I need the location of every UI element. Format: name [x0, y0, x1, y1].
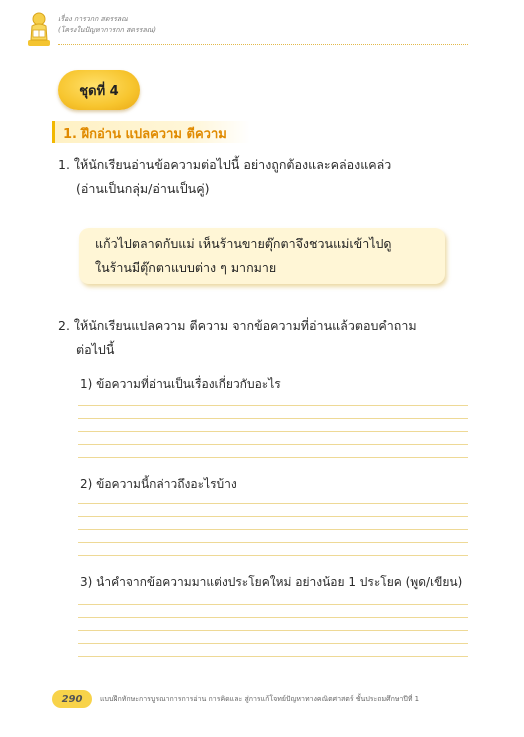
passage-line-2: ในร้านมีตุ๊กตาแบบต่าง ๆ มากมาย — [95, 260, 277, 275]
question-2-line-2: ต่อไปนี้ — [76, 342, 115, 357]
question-1 — [58, 153, 478, 201]
answer-line[interactable] — [78, 516, 468, 517]
sub-question-2: 2) ข้อความนี้กล่าวถึงอะไรบ้าง — [80, 477, 237, 491]
answer-line[interactable] — [78, 405, 468, 406]
section-heading — [52, 121, 250, 143]
sub-question-1: 1) ข้อความที่อ่านเป็นเรื่องเกี่ยวกับอะไร — [80, 377, 281, 391]
answer-line[interactable] — [78, 630, 468, 631]
sub-question-3: 3) นำคำจากข้อความมาแต่งประโยคใหม่ อย่างน้อย 1 ประโยค (พูด/เขียน) — [80, 575, 463, 589]
passage-line-1: แก้วไปตลาดกับแม่ เห็นร้านขายตุ๊กตาจึงชวนแม่เข้าไปดู — [95, 236, 392, 251]
set-badge — [58, 70, 140, 110]
set-label: ชุดที่ 4 — [79, 83, 119, 99]
answer-line[interactable] — [78, 457, 468, 458]
footer-text: แบบฝึกทักษะการบูรณาการการอ่าน การคิดและ สู่การแก้โจทย์ปัญหาทางคณิตศาสตร์ ชั้นประถมศึกษาปีที่ 1 — [100, 695, 420, 703]
reading-child-logo-icon — [26, 10, 52, 48]
page-number: 290 — [61, 693, 83, 705]
header-subtitle: (โครงในปัญหาการกก สตรรลณ) — [58, 26, 156, 34]
question-1-line-2: (อ่านเป็นกลุ่ม/อ่านเป็นคู่) — [76, 181, 210, 196]
section-title: 1. ฝึกอ่าน แปลความ ตีความ — [63, 127, 227, 142]
question-1-line-1: 1. ให้นักเรียนอ่านข้อความต่อไปนี้ อย่างถูกต้องและคล่องแคล่ว — [58, 157, 392, 172]
header-title: เรื่อง การวกก สตรรลณ — [58, 15, 128, 23]
page-number-badge — [52, 690, 92, 708]
answer-line[interactable] — [78, 503, 468, 504]
question-2-line-1: 2. ให้นักเรียนแปลความ ตีความ จากข้อความที่อ่านแล้วตอบคำถาม — [58, 318, 417, 333]
passage-box — [79, 228, 445, 284]
answer-line[interactable] — [78, 656, 468, 657]
answer-line[interactable] — [78, 444, 468, 445]
answer-line[interactable] — [78, 555, 468, 556]
answer-line[interactable] — [78, 604, 468, 605]
question-2 — [58, 314, 478, 362]
header-divider — [58, 44, 468, 45]
answer-line[interactable] — [78, 617, 468, 618]
answer-line[interactable] — [78, 529, 468, 530]
answer-line[interactable] — [78, 542, 468, 543]
answer-line[interactable] — [78, 643, 468, 644]
answer-line[interactable] — [78, 431, 468, 432]
answer-line[interactable] — [78, 418, 468, 419]
page-header — [0, 0, 524, 52]
